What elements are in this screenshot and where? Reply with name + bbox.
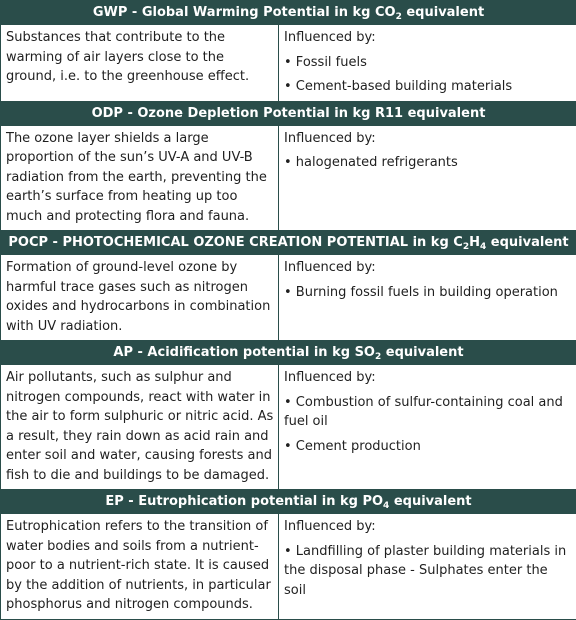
- pocp-heading: POCP - PHOTOCHEMICAL OZONE CREATION POTENTIAL in kg $C_2H_4$ equivalent: [1, 231, 576, 255]
- odp-heading: ODP - Ozone Depletion Potential in kg R11 equivalent: [1, 101, 576, 125]
- pocp-header-row: [1, 231, 576, 255]
- gwp-heading: GWP - Global Warming Potential in kg $CO_2$ equivalent: [1, 1, 576, 25]
- gwp-header-row: [1, 1, 576, 25]
- odp-influences: [279, 125, 576, 231]
- ep-body-row: [1, 514, 576, 620]
- ep-heading: EP - Eutrophication potential in kg $PO_4$ equivalent: [1, 490, 576, 514]
- pocp-influences: [279, 255, 576, 341]
- odp-description: The ozone layer shields a large proportion of the sun’s UV-A and UV-B radiation from the earth, preventing the earth’s surface from heating up too much and protecting flora and fauna.: [1, 125, 279, 231]
- influenced-by-label: Influenced by:: [284, 517, 571, 537]
- influence-item: • Burning fossil fuels in building operation: [284, 283, 571, 303]
- pocp-body-row: [1, 255, 576, 341]
- influence-item: • Cement-based building materials: [284, 77, 571, 97]
- influenced-by-label: Influenced by:: [284, 368, 571, 388]
- ep-header-row: [1, 490, 576, 514]
- gwp-description: Substances that contribute to the warming of air layers close to the ground, i.e. to the greenhouse effect.: [1, 25, 279, 102]
- ep-influences: [279, 514, 576, 620]
- ep-description: Eutrophication refers to the transition of water bodies and soils from a nutrient-poor to a nutrient-rich state. It is caused by the addition of nutrients, in particular phosphorus and nitrogen compounds.: [1, 514, 279, 620]
- influence-item: • halogenated refrigerants: [284, 153, 571, 173]
- odp-header-row: [1, 101, 576, 125]
- ap-influences: [279, 365, 576, 490]
- influence-item: • Combustion of sulfur-containing coal and fuel oil: [284, 393, 571, 432]
- influence-item: • Cement production: [284, 437, 571, 457]
- pocp-description: Formation of ground-level ozone by harmful trace gases such as nitrogen oxides and hydrocarbons in combination with UV radiation.: [1, 255, 279, 341]
- influenced-by-label: Influenced by:: [284, 258, 571, 278]
- ap-header-row: [1, 341, 576, 365]
- influenced-by-label: Influenced by:: [284, 28, 571, 48]
- ap-body-row: [1, 365, 576, 490]
- odp-body-row: [1, 125, 576, 231]
- ap-description: Air pollutants, such as sulphur and nitrogen compounds, react with water in the air to form sulphuric or nitric acid. As a result, they rain down as acid rain and enter soil and water, causing forests and fish to die and buildings to be damaged.: [1, 365, 279, 490]
- influenced-by-label: Influenced by:: [284, 129, 571, 149]
- influence-item: • Landfilling of plaster building materials in the disposal phase - Sulphates enter the soil: [284, 542, 571, 601]
- gwp-body-row: [1, 25, 576, 102]
- influence-item: • Fossil fuels: [284, 53, 571, 73]
- ap-heading: AP - Acidification potential in kg $SO_2$ equivalent: [1, 341, 576, 365]
- gwp-influences: [279, 25, 576, 102]
